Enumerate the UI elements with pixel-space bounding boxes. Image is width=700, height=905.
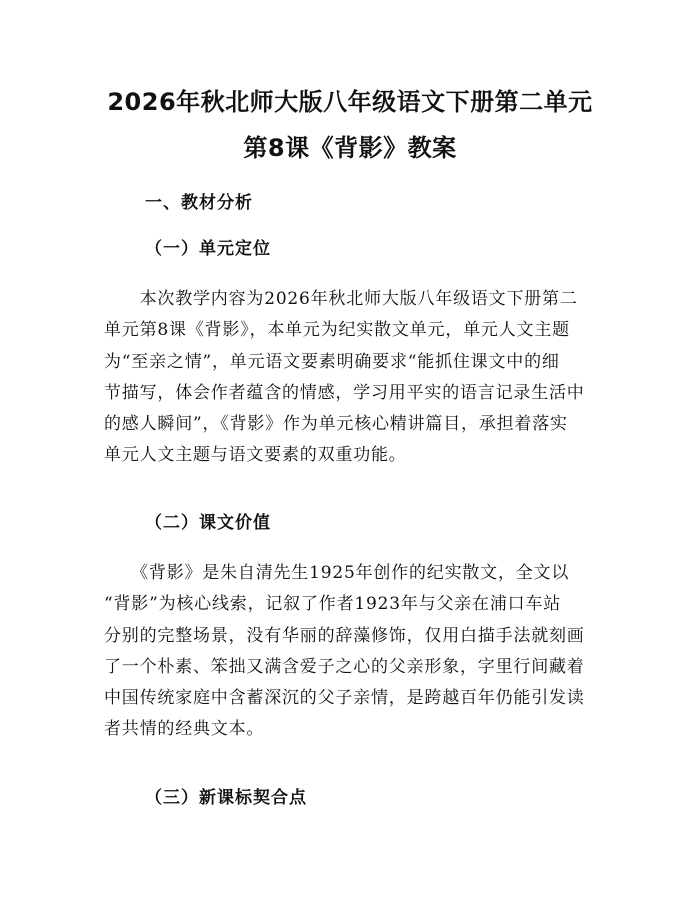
paragraph-text-value <box>104 558 604 746</box>
paragraph-line: 者共情的经典文本。 <box>104 719 265 740</box>
paragraph-line: 节描写，体会作者蕴含的情感，学习用平实的语言记录生活中 <box>104 382 585 403</box>
paragraph-line: 分别的完整场景，没有华丽的辞藻修饰，仅用白描手法就刻画 <box>104 625 585 646</box>
paragraph-line: 的感人瞬间”，《背影》作为单元核心精讲篇目，承担着落实 <box>104 414 568 435</box>
paragraph-unit-positioning <box>104 284 604 472</box>
paragraph-line: 单元人文主题与语文要素的双重功能。 <box>104 445 407 466</box>
paragraph-line: 为“至亲之情”，单元语文要素明确要求“能抓住课文中的细 <box>104 351 560 372</box>
paragraph-line: 单元第8课《背影》，本单元为纪实散文单元，单元人文主题 <box>104 320 570 341</box>
document-title-line-1: 2026年秋北师大版八年级语文下册第二单元 <box>107 88 593 116</box>
paragraph-line: 中国传统家庭中含蓄深沉的父子亲情，是跨越百年仍能引发读 <box>104 688 585 709</box>
paragraph-line: “背影”为核心线索，记叙了作者1923年与父亲在浦口车站 <box>104 594 562 615</box>
section-heading-textbook-analysis: 一、教材分析 <box>145 193 253 213</box>
subheading-text-value: （二）课文价值 <box>145 513 271 533</box>
subheading-curriculum-standards: （三）新课标契合点 <box>145 788 307 808</box>
paragraph-line: 本次教学内容为2026年秋北师大版八年级语文下册第二 <box>104 289 578 309</box>
paragraph-line: 了一个朴素、笨拙又满含爱子之心的父亲形象，字里行间藏着 <box>104 656 585 677</box>
paragraph-line: 《背影》是朱自清先生1925年创作的纪实散文，全文以 <box>104 563 570 583</box>
subheading-unit-positioning: （一）单元定位 <box>145 239 271 259</box>
document-title-line-2: 第8课《背影》教案 <box>243 134 457 162</box>
